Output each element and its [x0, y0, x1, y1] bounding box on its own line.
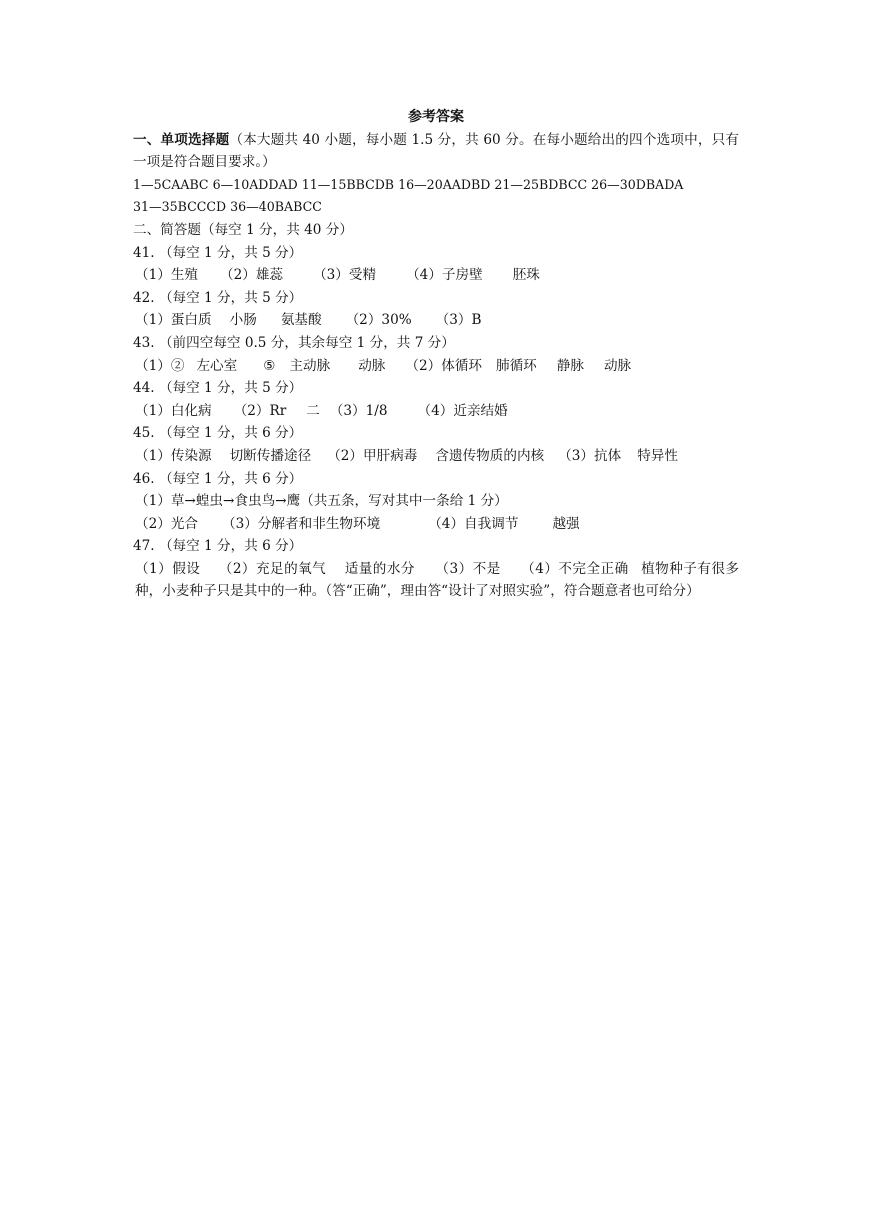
q44-answer-1: （1）白化病	[135, 402, 212, 419]
q46-answer-2: （2）光合	[135, 515, 199, 532]
q42-answer-5: （3）B	[435, 312, 482, 329]
section1-desc: （本大题共 40 小题，每小题 1.5 分，共 60 分。在每小题给出的四个选项中，只有一项是符合题目要求。）	[133, 131, 739, 171]
q43-answer-8: 静脉	[556, 357, 584, 374]
q45-answer-4: 含遗传物质的内核	[435, 447, 545, 464]
q43-answer-6: （2）体循环	[405, 357, 482, 374]
choice-answers-line2: 31—35BCCCD 36—40BABCC	[133, 199, 322, 215]
q41-answer-1: （1）生殖	[135, 267, 199, 284]
q43-answer-4: 主动脉	[289, 357, 331, 374]
q47-heading: 47. （每空 1 分，共 6 分）	[133, 538, 303, 555]
q46-heading: 46. （每空 1 分，共 6 分）	[133, 470, 303, 487]
q45-heading: 45. （每空 1 分，共 6 分）	[133, 425, 303, 442]
q47-answers	[133, 558, 739, 603]
q43-heading: 43. （前四空每空 0.5 分，其余每空 1 分，共 7 分）	[133, 334, 455, 351]
answer-content	[133, 106, 739, 603]
q45-answer-5: （3）抗体	[558, 447, 622, 464]
choice-answers-line1: 1—5CAABC 6—10ADDAD 11—15BBCDB 16—20AADBD 21—25BDBCC 26—30DBADA	[133, 176, 684, 192]
q45-answer-2: 切断传播途径	[229, 447, 312, 464]
q45-answer-3: （2）甲肝病毒	[327, 447, 418, 464]
section1-intro	[133, 129, 739, 174]
q46-answer-food-chain: （1）草→蝗虫→食虫鸟→鹰（共五条，写对其中一条给 1 分）	[135, 493, 508, 510]
q41-answers	[133, 264, 739, 287]
q41-answer-4: （4）子房壁	[406, 267, 483, 284]
q43-answer-7: 肺循环	[496, 357, 537, 374]
q43-answer-2: 左心室	[196, 357, 238, 374]
q42-answer-3: 氨基酸	[280, 312, 322, 329]
q42-answers	[133, 309, 739, 332]
q41-heading: 41. （每空 1 分，共 5 分）	[133, 244, 303, 261]
q45-answer-6: 特异性	[637, 447, 678, 464]
q47-answer-2: （2）充足的氧气	[218, 560, 327, 577]
q47-answer-1: （1）假设	[135, 560, 201, 577]
section2-heading: 二、简答题（每空 1 分，共 40 分）	[133, 221, 353, 238]
q47-answer-5: （4）不完全正确	[520, 560, 629, 577]
q46-answer-3: （3）分解者和非生物环境	[222, 515, 381, 532]
q47-answer-tail: 植物种子有很多种，小麦种子只是其中的一种。（答“正确”，理由答“设计了对照实验”，符合题意者也可给分）	[135, 560, 739, 600]
q44-answer-5: （4）近亲结婚	[417, 402, 508, 419]
q43-answer-5: 动脉	[358, 357, 386, 374]
q42-answer-4: （2）30%	[345, 312, 412, 329]
section1-heading: 一、单项选择题	[133, 131, 230, 148]
q46-answers	[133, 513, 739, 536]
q43-answer-9: 动脉	[603, 357, 632, 374]
q46-answer-4: （4）自我调节	[428, 515, 519, 532]
q44-answer-2: （2）Rr	[233, 402, 287, 419]
q47-answer-3: 适量的水分	[344, 560, 415, 577]
page-title: 参考答案	[408, 109, 464, 125]
q43-answer-1: （1）②	[135, 357, 185, 374]
q46-answer-5: 越强	[552, 515, 580, 532]
q42-answer-1: （1）蛋白质	[135, 312, 212, 329]
q43-answers	[133, 355, 739, 378]
q44-answers	[133, 400, 739, 423]
q41-answer-3: （3）受精	[313, 267, 377, 284]
q44-answer-3: 二	[306, 402, 320, 419]
q45-answers	[133, 445, 739, 468]
q45-answer-1: （1）传染源	[135, 447, 212, 464]
q43-answer-3: ⑤	[263, 357, 276, 374]
q42-answer-2: 小肠	[229, 312, 257, 329]
q44-answer-4: （3）1/8	[329, 402, 388, 419]
q41-answer-5: 胚珠	[512, 267, 540, 284]
q44-heading: 44. （每空 1 分，共 5 分）	[133, 380, 303, 397]
q47-answer-4: （3）不是	[434, 560, 501, 577]
q41-answer-2: （2）雄蕊	[220, 267, 284, 284]
q42-heading: 42. （每空 1 分，共 5 分）	[133, 289, 303, 306]
